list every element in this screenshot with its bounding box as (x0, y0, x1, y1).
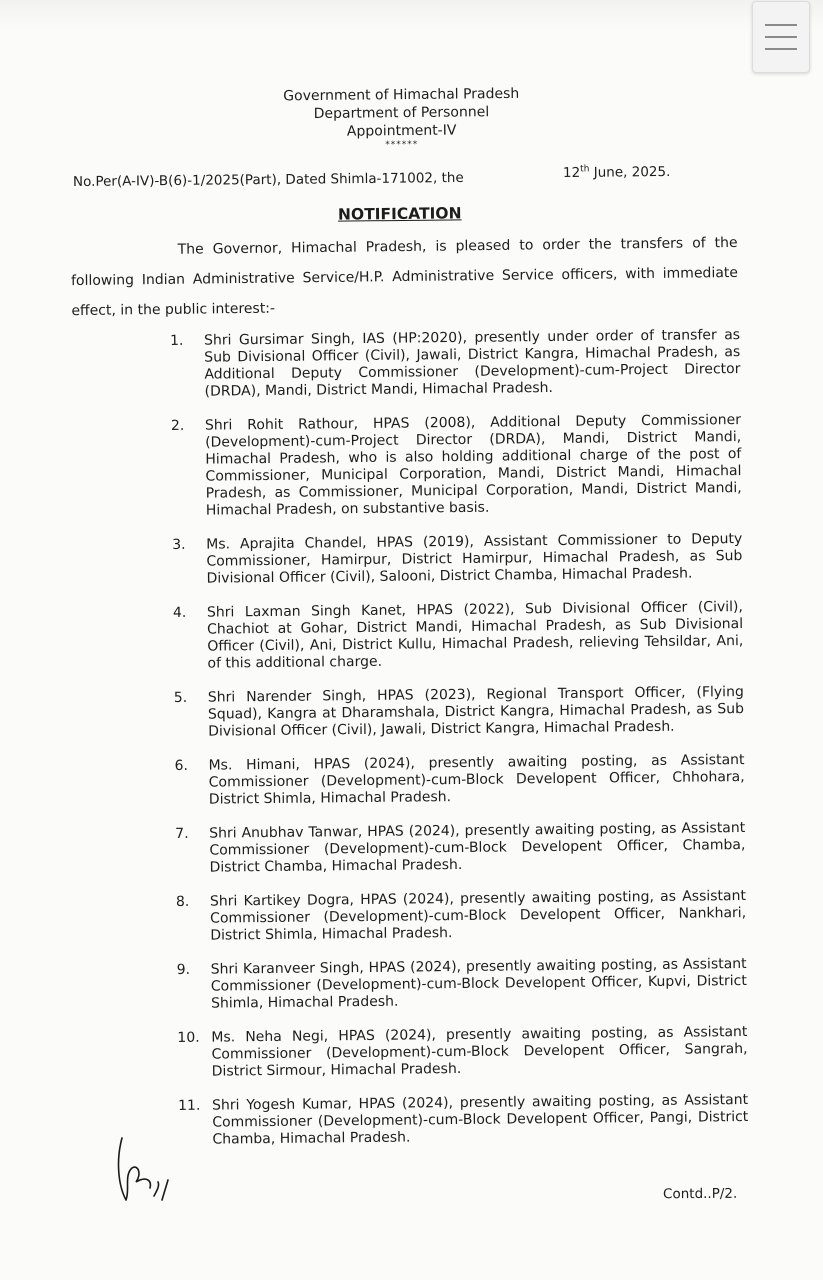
list-item (176, 888, 747, 945)
date-suffix: th (580, 164, 590, 175)
continued-note: Contd..P/2. (662, 1185, 738, 1203)
reference-date (563, 163, 671, 181)
department-name: Department of Personnel (313, 104, 490, 123)
list-item (177, 1024, 748, 1081)
list-item (175, 820, 746, 877)
notification-title: NOTIFICATION (337, 204, 462, 224)
item-text: Ms. Himani, HPAS (2024), presently awaiting posting, as Assistant Commissioner (Development)-cum-Block Developent Officer, Chhohara, District Shimla, Himachal Pradesh. (208, 752, 745, 808)
item-text: Shri Yogesh Kumar, HPAS (2024), presently awaiting posting, as Assistant Commissioner (Development)-cum-Block Developent Officer, Pangi, District Chamba, Himachal Pradesh. (212, 1091, 749, 1148)
section-name: Appointment-IV (346, 122, 457, 140)
item-text: Shri Laxman Singh Kanet, HPAS (2022), Sub Divisional Officer (Civil), Chachiot at Gohar, District Mandi, Himachal Pradesh, as Sub Divisional Officer (Civil), Ani, District Kullu, Himachal Pradesh, relieving Tehsildar, Ani, of this additional charge. (206, 599, 744, 672)
item-text: Shri Narender Singh, HPAS (2023), Regional Transport Officer, (Flying Squad), Kangra at Dharamshala, District Kangra, Himachal Pradesh, as Sub Divisional Officer (Civil), Jawali, District Kangra, Himachal Pradesh. (207, 684, 745, 740)
item-number: 3. (172, 536, 186, 553)
list-item (170, 327, 741, 401)
list-item (174, 752, 745, 809)
separator-stars: ****** (385, 139, 419, 151)
list-item (177, 956, 748, 1013)
letterhead (0, 82, 823, 155)
list-item (174, 684, 745, 741)
reference-number: No.Per(A-IV)-B(6)-1/2025(Part), Dated Shimla-171002, the (72, 169, 464, 191)
item-number: 11. (178, 1097, 201, 1114)
item-number: 4. (172, 604, 187, 621)
item-text: Ms. Aprajita Chandel, HPAS (2019), Assistant Commissioner to Deputy Commissioner, Hamirpur, District Hamirpur, Himachal Pradesh, as Sub Divisional Officer (Civil), Salooni, District Chamba, Himachal Pradesh. (206, 531, 743, 587)
scan-edge (0, 0, 823, 30)
list-item (178, 1092, 749, 1149)
intro-paragraph: The Governor, Himachal Pradesh, is pleased to order the transfers of the following Indian Administrative Service/H.P. Administrative Service officers, with immediate effect, in the public interest:- (70, 234, 739, 320)
date-day: 12 (562, 164, 581, 182)
item-number: 7. (175, 825, 189, 842)
item-text: Shri Anubhav Tanwar, HPAS (2024), presently awaiting posting, as Assistant Commissioner (Development)-cum-Block Developent Officer, Chamba, District Chamba, Himachal Pradesh. (209, 820, 746, 876)
item-number: 10. (177, 1029, 200, 1046)
list-item (172, 531, 743, 588)
item-number: 2. (170, 417, 185, 434)
government-name: Government of Himachal Pradesh (283, 85, 520, 105)
item-text: Shri Gursimar Singh, IAS (HP:2020), presently under order of transfer as Sub Divisional Officer (Civil), Jawali, District Kangra, Himachal Pradesh, as Additional Deputy Commissioner (Development)-cum-Project Director (DRDA), Mandi, District Mandi, Himachal Pradesh. (203, 327, 741, 400)
item-text: Shri Kartikey Dogra, HPAS (2024), presently awaiting posting, as Assistant Commissioner (Development)-cum-Block Developent Officer, Nankhari, District Shimla, Himachal Pradesh. (209, 888, 747, 944)
list-item (173, 599, 744, 673)
menu-button[interactable] (752, 1, 810, 73)
list-item (171, 412, 742, 520)
item-number: 5. (173, 689, 188, 706)
item-number: 6. (174, 757, 188, 774)
item-number: 9. (176, 961, 191, 978)
item-number: 1. (170, 332, 184, 349)
transfer-orders-list (170, 327, 749, 1166)
item-text: Shri Rohit Rathour, HPAS (2008), Additional Deputy Commissioner (Development)-cum-Project Director (DRDA), Mandi, District Mandi, Himachal Pradesh, who is also holding additional charge of the post of Commissioner, Municipal Corporation, Mandi, District Mandi, Himachal Pradesh, as Commissioner, Municipal Corporation, Mandi, District Mandi, Himachal Pradesh, on substantive basis. (204, 412, 742, 519)
signature-initials (112, 1130, 182, 1210)
date-month-year: June, 2025. (589, 163, 671, 181)
item-text: Shri Karanveer Singh, HPAS (2024), presently awaiting posting, as Assistant Commissioner (Development)-cum-Block Developent Officer, Kupvi, District Shimla, Himachal Pradesh. (210, 955, 747, 1012)
hamburger-menu-icon (765, 24, 797, 50)
item-text: Ms. Neha Negi, HPAS (2024), presently awaiting posting, as Assistant Commissioner (Development)-cum-Block Developent Officer, Sangrah, District Sirmour, Himachal Pradesh. (211, 1023, 748, 1080)
item-number: 8. (175, 893, 190, 910)
